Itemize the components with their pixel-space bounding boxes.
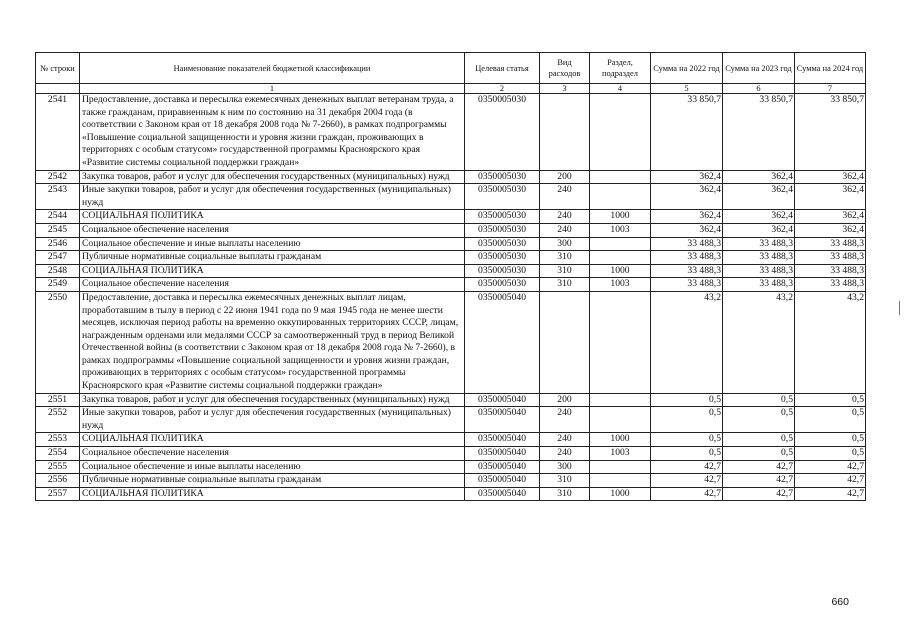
indicator-name-cell: Предоставление, доставка и пересылка ежемесячных денежных выплат лицам, проработавшим в тылу в период с 22 июня 1941 года по 9 мая 1945 года не менее шести месяцев, исключая период работы на временно оккупированных территориях СССР, лицам, награжденным орденами или медалями СССР за самоотверженный труд в период Великой Отечественной войны (в соответствии с Законом края от 18 декабря 2008 года № 7-2660), в рамках подпрограммы «Повышение социальной защищенности и уровня жизни граждан, проживающих в территориях с особым статусом» государственной программы Красноярского края «Развитие системы социальной поддержки граждан» [80,291,465,393]
row-number-cell: 2552 [36,407,80,433]
table-row [36,460,866,474]
column-number: 2 [465,84,540,94]
expense-type-cell: 310 [540,487,590,501]
target-article-cell: 0350005040 [465,487,540,501]
column-number-row [36,84,866,94]
target-article-cell: 0350005040 [465,447,540,461]
expense-type-cell [540,94,590,171]
row-number-cell: 2544 [36,210,80,224]
table-row [36,278,866,292]
sum-2024-cell: 0,5 [795,447,866,461]
target-article-cell: 0350005040 [465,291,540,393]
expense-type-cell: 310 [540,278,590,292]
indicator-name-cell: Социальное обеспечение населения [80,278,465,292]
indicator-name-cell: Социальное обеспечение и иные выплаты населению [80,237,465,251]
sum-2023-cell: 33 488,3 [723,251,795,265]
table-body [36,94,866,501]
expense-type-cell: 200 [540,393,590,407]
sum-2024-cell: 362,4 [795,170,866,184]
column-number: 3 [540,84,590,94]
header-expense-type: Вид расходов [540,53,590,84]
row-number-cell: 2548 [36,264,80,278]
header-sum-2024: Сумма на 2024 год [795,53,866,84]
section-cell: 1003 [590,278,651,292]
sum-2022-cell: 42,7 [651,474,723,488]
sum-2022-cell: 43,2 [651,291,723,393]
row-number-cell: 2549 [36,278,80,292]
header-target-article: Целевая статья [465,53,540,84]
scan-edge-mark [899,301,900,315]
indicator-name-cell: Закупка товаров, работ и услуг для обеспечения государственных (муниципальных) нужд [80,170,465,184]
sum-2023-cell: 42,7 [723,460,795,474]
target-article-cell: 0350005040 [465,460,540,474]
sum-2022-cell: 0,5 [651,433,723,447]
target-article-cell: 0350005030 [465,170,540,184]
table-row [36,94,866,171]
indicator-name-cell: Социальное обеспечение населения [80,223,465,237]
expense-type-cell: 240 [540,210,590,224]
sum-2023-cell: 33 488,3 [723,264,795,278]
target-article-cell: 0350005040 [465,407,540,433]
sum-2024-cell: 0,5 [795,433,866,447]
table-row [36,184,866,210]
indicator-name-cell: Закупка товаров, работ и услуг для обеспечения государственных (муниципальных) нужд [80,393,465,407]
section-cell: 1000 [590,210,651,224]
table-row [36,223,866,237]
sum-2022-cell: 362,4 [651,184,723,210]
sum-2024-cell: 0,5 [795,393,866,407]
sum-2024-cell: 42,7 [795,474,866,488]
row-number-cell: 2543 [36,184,80,210]
indicator-name-cell: Публичные нормативные социальные выплаты гражданам [80,474,465,488]
sum-2022-cell: 362,4 [651,223,723,237]
indicator-name-cell: СОЦИАЛЬНАЯ ПОЛИТИКА [80,210,465,224]
section-cell [590,184,651,210]
sum-2022-cell: 0,5 [651,407,723,433]
sum-2022-cell: 33 488,3 [651,278,723,292]
header-sum-2022: Сумма на 2022 год [651,53,723,84]
target-article-cell: 0350005040 [465,393,540,407]
target-article-cell: 0350005040 [465,433,540,447]
indicator-name-cell: Иные закупки товаров, работ и услуг для обеспечения государственных (муниципальных) нужд [80,407,465,433]
table-row [36,170,866,184]
column-number: 7 [795,84,866,94]
row-number-cell: 2545 [36,223,80,237]
table-row [36,487,866,501]
sum-2023-cell: 33 488,3 [723,278,795,292]
table-row [36,407,866,433]
table-row [36,433,866,447]
table-row [36,393,866,407]
indicator-name-cell: СОЦИАЛЬНАЯ ПОЛИТИКА [80,487,465,501]
section-cell [590,94,651,171]
sum-2022-cell: 362,4 [651,210,723,224]
target-article-cell: 0350005030 [465,210,540,224]
target-article-cell: 0350005040 [465,474,540,488]
expense-type-cell: 240 [540,447,590,461]
sum-2022-cell: 33 488,3 [651,264,723,278]
sum-2023-cell: 0,5 [723,447,795,461]
row-number-cell: 2553 [36,433,80,447]
sum-2023-cell: 362,4 [723,170,795,184]
table-row [36,237,866,251]
sum-2023-cell: 0,5 [723,393,795,407]
sum-2023-cell: 33 850,7 [723,94,795,171]
sum-2022-cell: 0,5 [651,447,723,461]
section-cell: 1003 [590,223,651,237]
section-cell [590,291,651,393]
expense-type-cell: 310 [540,474,590,488]
table-row [36,474,866,488]
column-number: 1 [80,84,465,94]
header-sum-2023: Сумма на 2023 год [723,53,795,84]
expense-type-cell: 310 [540,264,590,278]
row-number-cell: 2542 [36,170,80,184]
table-row [36,291,866,393]
row-number-cell: 2551 [36,393,80,407]
sum-2022-cell: 33 488,3 [651,251,723,265]
section-cell: 1000 [590,487,651,501]
indicator-name-cell: Социальное обеспечение населения [80,447,465,461]
indicator-name-cell: Социальное обеспечение и иные выплаты населению [80,460,465,474]
column-number: 5 [651,84,723,94]
sum-2024-cell: 33 488,3 [795,251,866,265]
indicator-name-cell: Предоставление, доставка и пересылка ежемесячных денежных выплат ветеранам труда, а также гражданам, приравненным к ним по состоянию на 31 декабря 2004 года (в соответствии с Законом края от 18 декабря 2008 года № 7-2660), в рамках подпрограммы «Повышение социальной защищенности и уровня жизни граждан, проживающих в территориях с особым статусом» государственной программы Красноярского края «Развитие системы социальной поддержки граждан» [80,94,465,171]
section-cell: 1000 [590,264,651,278]
expense-type-cell: 300 [540,460,590,474]
section-cell [590,393,651,407]
table-row [36,264,866,278]
sum-2024-cell: 33 488,3 [795,264,866,278]
target-article-cell: 0350005030 [465,264,540,278]
sum-2023-cell: 43,2 [723,291,795,393]
target-article-cell: 0350005030 [465,237,540,251]
section-cell [590,474,651,488]
budget-table [35,52,866,501]
sum-2024-cell: 362,4 [795,184,866,210]
sum-2023-cell: 0,5 [723,433,795,447]
row-number-cell: 2555 [36,460,80,474]
sum-2023-cell: 33 488,3 [723,237,795,251]
header-row-number: № строки [36,53,80,84]
column-number: 6 [723,84,795,94]
sum-2023-cell: 362,4 [723,210,795,224]
sum-2022-cell: 0,5 [651,393,723,407]
sum-2024-cell: 42,7 [795,460,866,474]
indicator-name-cell: СОЦИАЛЬНАЯ ПОЛИТИКА [80,433,465,447]
table-header [36,53,866,94]
sum-2024-cell: 33 850,7 [795,94,866,171]
table-row [36,210,866,224]
row-number-cell: 2541 [36,94,80,171]
header-section: Раздел, подраздел [590,53,651,84]
sum-2023-cell: 362,4 [723,184,795,210]
expense-type-cell: 310 [540,251,590,265]
row-number-cell: 2557 [36,487,80,501]
expense-type-cell: 240 [540,433,590,447]
expense-type-cell: 200 [540,170,590,184]
sum-2022-cell: 33 488,3 [651,237,723,251]
row-number-cell: 2556 [36,474,80,488]
expense-type-cell: 300 [540,237,590,251]
target-article-cell: 0350005030 [465,251,540,265]
expense-type-cell: 240 [540,407,590,433]
sum-2023-cell: 42,7 [723,474,795,488]
sum-2023-cell: 42,7 [723,487,795,501]
section-cell [590,407,651,433]
section-cell [590,170,651,184]
row-number-cell: 2554 [36,447,80,461]
sum-2024-cell: 362,4 [795,223,866,237]
section-cell [590,460,651,474]
sum-2024-cell: 362,4 [795,210,866,224]
indicator-name-cell: СОЦИАЛЬНАЯ ПОЛИТИКА [80,264,465,278]
target-article-cell: 0350005030 [465,223,540,237]
row-number-cell: 2550 [36,291,80,393]
sum-2024-cell: 0,5 [795,407,866,433]
target-article-cell: 0350005030 [465,278,540,292]
row-number-cell: 2547 [36,251,80,265]
sum-2024-cell: 33 488,3 [795,237,866,251]
sum-2022-cell: 42,7 [651,487,723,501]
section-cell [590,237,651,251]
table-row [36,251,866,265]
page-number: 660 [831,596,849,608]
sum-2024-cell: 43,2 [795,291,866,393]
sum-2022-cell: 33 850,7 [651,94,723,171]
indicator-name-cell: Публичные нормативные социальные выплаты гражданам [80,251,465,265]
indicator-name-cell: Иные закупки товаров, работ и услуг для обеспечения государственных (муниципальных) нужд [80,184,465,210]
table-row [36,447,866,461]
column-number [36,84,80,94]
expense-type-cell: 240 [540,223,590,237]
column-number: 4 [590,84,651,94]
sum-2023-cell: 0,5 [723,407,795,433]
sum-2022-cell: 42,7 [651,460,723,474]
expense-type-cell [540,291,590,393]
sum-2024-cell: 33 488,3 [795,278,866,292]
sum-2024-cell: 42,7 [795,487,866,501]
section-cell: 1000 [590,433,651,447]
expense-type-cell: 240 [540,184,590,210]
header-indicator-name: Наименование показателей бюджетной классификации [80,53,465,84]
sum-2022-cell: 362,4 [651,170,723,184]
section-cell [590,251,651,265]
target-article-cell: 0350005030 [465,184,540,210]
sum-2023-cell: 362,4 [723,223,795,237]
section-cell: 1003 [590,447,651,461]
row-number-cell: 2546 [36,237,80,251]
target-article-cell: 0350005030 [465,94,540,171]
